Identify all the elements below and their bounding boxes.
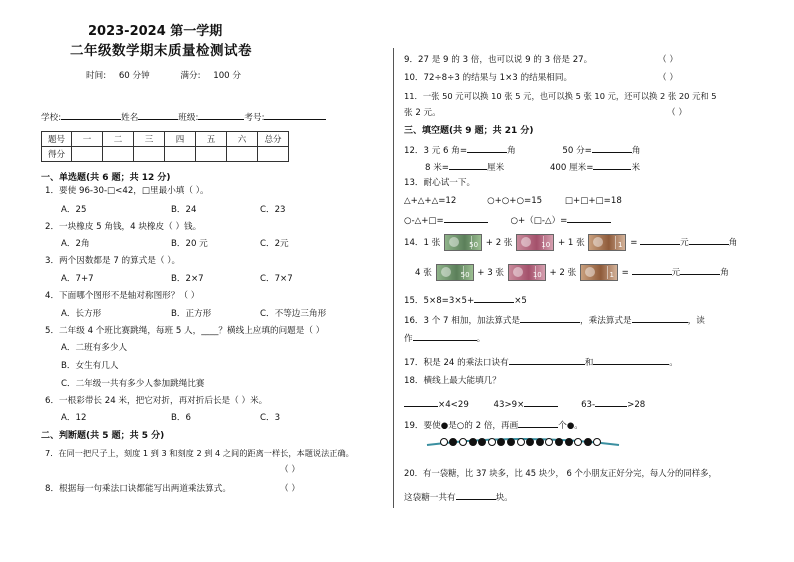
question-8-stem: 8．根据每一句乘法口诀都能写出两道乘法算式。	[45, 484, 231, 494]
dot-bead	[507, 438, 515, 446]
question-4-stem: 4．下面哪个图形不是轴对称图形？（ ）	[45, 291, 200, 301]
question-17	[404, 355, 678, 369]
q15-blank[interactable]	[474, 293, 514, 303]
q16-blank-add[interactable]	[520, 313, 580, 323]
question-7-stem: 7．在同一把尺子上，刻度 1 到 3 和刻度 2 到 4 之间的距离一样长，本题说法正确。	[45, 448, 354, 458]
question-2-stem: 2．一块橡皮 5 角钱，4 块橡皮（ ）钱。	[45, 222, 202, 232]
score-label: 满分:	[180, 71, 201, 81]
q14b-count-3: + 2 张	[549, 268, 577, 278]
question-1-stem: 1．要使 96-30-□<42，□里最小填（ ）。	[45, 186, 209, 196]
q19-blank[interactable]	[518, 418, 558, 428]
score-cell[interactable]	[134, 147, 165, 162]
q6-option-b[interactable]: B．6	[171, 413, 191, 423]
q16-part-e: 。	[476, 334, 486, 344]
exam-title: 二年级数学期末质量检测试卷	[70, 43, 252, 59]
q20-part-b: 这袋糖一共有	[404, 493, 456, 503]
q5-option-c[interactable]: C．二年级一共有多少人参加跳绳比赛	[61, 379, 205, 389]
q4-option-b[interactable]: B．正方形	[171, 309, 212, 319]
circle-bead	[488, 438, 496, 446]
banknote-10-yuan	[516, 234, 554, 251]
question-13-stem: 13．耐心试一下。	[404, 178, 476, 188]
q12-part-c: 8 米=	[425, 163, 449, 173]
q12-blank-b[interactable]	[592, 143, 632, 153]
note-value: 1	[618, 241, 623, 249]
score-table-score-row	[42, 147, 289, 162]
q5-option-a[interactable]: A．二班有多少人	[61, 343, 128, 353]
q4-option-a[interactable]: A．长方形	[61, 309, 102, 319]
name-field[interactable]	[138, 110, 178, 120]
q17-part-a: 17．积是 24 的乘法口诀有	[404, 358, 509, 368]
q18-blank-1[interactable]	[404, 397, 438, 407]
q16-part-c: ，读	[687, 316, 705, 326]
dot-bead	[469, 438, 477, 446]
dot-bead	[536, 438, 544, 446]
dot-bead	[449, 438, 457, 446]
circle-bead	[545, 438, 553, 446]
security-strip	[615, 236, 616, 249]
q9-answer-bracket[interactable]: （ ）	[658, 55, 678, 65]
q12-unit-d: 米	[631, 163, 641, 173]
score-cell[interactable]	[196, 147, 227, 162]
class-label: 班级:	[178, 113, 199, 123]
question-18-items	[404, 397, 645, 411]
name-label: 姓名	[121, 113, 139, 123]
score-header-cell: 五	[196, 132, 227, 147]
banknote-10-yuan	[508, 264, 546, 281]
score-row-label: 得分	[42, 147, 72, 162]
question-11-stem-cont: 张 2 元。	[404, 108, 441, 118]
q14b-count-2: + 3 张	[477, 268, 504, 278]
circle-bead	[440, 438, 448, 446]
note-value: 10	[532, 271, 542, 279]
score-cell[interactable]	[258, 147, 289, 162]
q12-blank-d[interactable]	[593, 160, 631, 170]
q14b-blank-yuan[interactable]	[632, 265, 672, 275]
q17-blank-2[interactable]	[593, 355, 669, 365]
q13-equations	[404, 196, 622, 207]
score-table	[41, 131, 289, 162]
score-header-cell: 二	[103, 132, 134, 147]
school-field[interactable]	[61, 110, 121, 120]
q16-blank-mul[interactable]	[632, 313, 688, 323]
question-10-stem: 10．72÷8÷3 的结果与 1×3 的结果相同。	[404, 73, 573, 83]
note-value: 10	[541, 241, 551, 249]
note-value: 50	[460, 271, 470, 279]
score-header-cell: 四	[165, 132, 196, 147]
q2-option-a[interactable]: A．2角	[61, 239, 90, 249]
bead-row	[439, 436, 602, 448]
score-header-cell: 一	[72, 132, 103, 147]
score-cell[interactable]	[165, 147, 196, 162]
q14-blank-jiao[interactable]	[689, 235, 729, 245]
q14-unit-yuan: 元	[680, 238, 689, 248]
q6-option-c[interactable]: C．3	[260, 413, 281, 423]
q14-count-3: + 1 张	[558, 238, 585, 248]
circle-bead	[459, 438, 467, 446]
question-12-line2	[425, 160, 640, 174]
circle-bead	[574, 438, 582, 446]
q17-blank-1[interactable]	[509, 355, 585, 365]
q19-part-a: 19．要使●是○的 2 倍，再画	[404, 421, 519, 431]
circle-bead	[517, 438, 525, 446]
section-heading-single-choice: 一、单选题(共 6 题；共 12 分)	[41, 173, 171, 183]
q16-blank-read[interactable]	[413, 331, 477, 341]
q5-option-b[interactable]: B．女生有几人	[61, 361, 119, 371]
q14-blank-yuan[interactable]	[640, 235, 680, 245]
q12-blank-c[interactable]	[449, 160, 487, 170]
q13-q1: ○-△+□=	[404, 216, 444, 226]
q16-part-d: 作	[404, 334, 413, 344]
q11-answer-bracket[interactable]: （ ）	[667, 108, 687, 118]
question-18-stem: 18．横线上最大能填几？	[404, 376, 501, 386]
portrait-icon	[593, 237, 603, 247]
exam-info-line	[86, 71, 241, 82]
q14b-equals: =	[621, 268, 629, 278]
circle-bead	[593, 438, 601, 446]
q18-item-3: 63-	[581, 400, 596, 410]
dot-bead	[584, 438, 592, 446]
q13-q2: ○+（□-△）=	[510, 216, 568, 226]
section-heading-true-false: 二、判断题(共 5 题；共 5 分)	[41, 431, 165, 441]
question-16-line1	[404, 313, 705, 327]
q14b-unit-jiao: 角	[720, 268, 729, 278]
q4-option-c[interactable]: C．不等边三角形	[260, 309, 327, 319]
q13-eq-square: □+□+□=18	[564, 196, 622, 206]
q12-part-a: 12．3 元 6 角=	[404, 146, 468, 156]
q3-option-b[interactable]: B．2×7	[171, 274, 204, 284]
q2-option-c[interactable]: C．2元	[260, 239, 289, 249]
exam-no-field[interactable]	[264, 110, 326, 120]
q16-part-a: 16．3 个 7 相加，加法算式是	[404, 316, 521, 326]
q1-option-c[interactable]: C．23	[260, 205, 286, 215]
q17-part-b: 和	[584, 358, 594, 368]
question-12-line1	[404, 143, 640, 157]
q13-questions	[404, 213, 611, 227]
dot-bead	[555, 438, 563, 446]
question-9-stem: 9．27 是 9 的 3 倍，也可以说 9 的 3 倍是 27。	[404, 55, 593, 65]
score-header-cell: 三	[134, 132, 165, 147]
q1-option-a[interactable]: A．25	[61, 205, 87, 215]
question-20-stem: 20．有一袋糖，比 37 块多，比 45 块少， 6 个小朋友正好分完，每人分的同样多，	[404, 468, 717, 478]
question-14-line2	[415, 264, 729, 282]
q3-option-c[interactable]: C．7×7	[260, 274, 293, 284]
banknote-50-yuan	[436, 264, 474, 281]
q12-blank-a[interactable]	[467, 143, 507, 153]
dot-bead	[497, 438, 505, 446]
q14b-count-1: 4 张	[415, 268, 432, 278]
exam-no-label: 考号:	[244, 113, 265, 123]
time-label: 时间:	[86, 71, 107, 81]
q14b-unit-yuan: 元	[671, 268, 681, 278]
portrait-icon	[585, 267, 595, 277]
question-6-stem: 6．一根彩带长 24 米，把它对折，再对折后长是（ ）米。	[45, 396, 268, 406]
q1-option-b[interactable]: B．24	[171, 205, 197, 215]
dot-bead	[565, 438, 573, 446]
q18-item-3b: >28	[627, 400, 646, 410]
q14b-blank-jiao[interactable]	[680, 265, 720, 275]
score-header-cell: 六	[227, 132, 258, 147]
exam-title-year: 2023-2024 第一学期	[88, 24, 223, 39]
column-divider	[393, 48, 394, 508]
banknote-50-yuan	[444, 234, 482, 251]
score-header-cell: 题号	[42, 132, 72, 147]
q13-blank-1[interactable]	[444, 213, 488, 223]
q12-part-d: 400 厘米=	[549, 163, 594, 173]
dot-bead	[478, 438, 486, 446]
q12-unit-b: 角	[631, 146, 641, 156]
q13-blank-2[interactable]	[567, 213, 611, 223]
q16-part-b: ，乘法算式是	[580, 316, 632, 326]
portrait-icon	[449, 237, 459, 247]
score-header-cell: 总分	[258, 132, 289, 147]
portrait-icon	[441, 267, 451, 277]
q13-eq-triangle: △+△+△=12	[404, 196, 457, 206]
security-strip	[607, 266, 608, 279]
question-19-stem	[404, 418, 583, 432]
note-value: 50	[469, 241, 479, 249]
q17-part-c: 。	[669, 358, 678, 368]
q12-unit-c: 厘米	[487, 163, 505, 173]
question-16-line2	[404, 331, 485, 345]
question-20-line2	[404, 490, 513, 504]
question-11-stem: 11．一张 50 元可以换 10 张 5 元，也可以换 5 张 10 元，还可以换 2 张 20 元和 5	[404, 91, 717, 101]
q18-blank-3[interactable]	[595, 397, 627, 407]
portrait-icon	[521, 237, 531, 247]
score-cell[interactable]	[227, 147, 258, 162]
q7-answer-bracket[interactable]: （ ）	[280, 465, 300, 475]
q20-part-c: 块。	[495, 493, 513, 503]
q14-equals: =	[630, 238, 638, 248]
student-info-line	[41, 110, 326, 124]
q15-right: ×5	[514, 296, 527, 306]
q20-blank[interactable]	[456, 490, 496, 500]
q2-option-b[interactable]: B．20 元	[171, 239, 208, 249]
score-cell[interactable]	[103, 147, 134, 162]
school-label: 学校:	[41, 113, 62, 123]
q15-left: 15．5×8=3×5+	[404, 296, 475, 306]
note-value: 1	[609, 271, 614, 279]
q12-part-b: 50 分=	[562, 146, 592, 156]
q8-answer-bracket[interactable]: （ ）	[280, 484, 300, 494]
question-14-line1	[404, 234, 737, 252]
q3-option-a[interactable]: A．7+7	[61, 274, 94, 284]
q14-unit-jiao: 角	[728, 238, 738, 248]
score-value: 100 分	[213, 71, 241, 81]
q10-answer-bracket[interactable]: （ ）	[658, 73, 678, 83]
banknote-1-jiao	[588, 234, 626, 251]
section-heading-fill-blank: 三、填空题(共 9 题；共 21 分)	[404, 126, 534, 136]
q14-count-2: + 2 张	[485, 238, 513, 248]
time-value: 60 分钟	[118, 71, 150, 81]
q14-count-1: 14．1 张	[404, 238, 441, 248]
q6-option-a[interactable]: A．12	[61, 413, 87, 423]
question-3-stem: 3．两个因数都是 7 的算式是（ ）。	[45, 256, 181, 266]
class-field[interactable]	[198, 110, 244, 120]
q18-item-2: 43>9×	[493, 400, 525, 410]
score-cell[interactable]	[72, 147, 103, 162]
q19-part-b: 个●。	[558, 421, 583, 431]
q18-item-1: ×4<29	[438, 400, 469, 410]
q18-blank-2[interactable]	[524, 397, 558, 407]
q12-unit-a: 角	[507, 146, 516, 156]
question-15	[404, 293, 527, 307]
score-table-header-row	[42, 132, 289, 147]
dot-bead	[526, 438, 534, 446]
banknote-1-jiao	[580, 264, 618, 281]
q13-eq-circle: ○+○+○=15	[487, 196, 543, 206]
question-5-stem: 5．二年级 4 个班比赛跳绳，每班 5 人，____？横线上应填的问题是（ ）	[45, 326, 325, 336]
portrait-icon	[513, 267, 523, 277]
